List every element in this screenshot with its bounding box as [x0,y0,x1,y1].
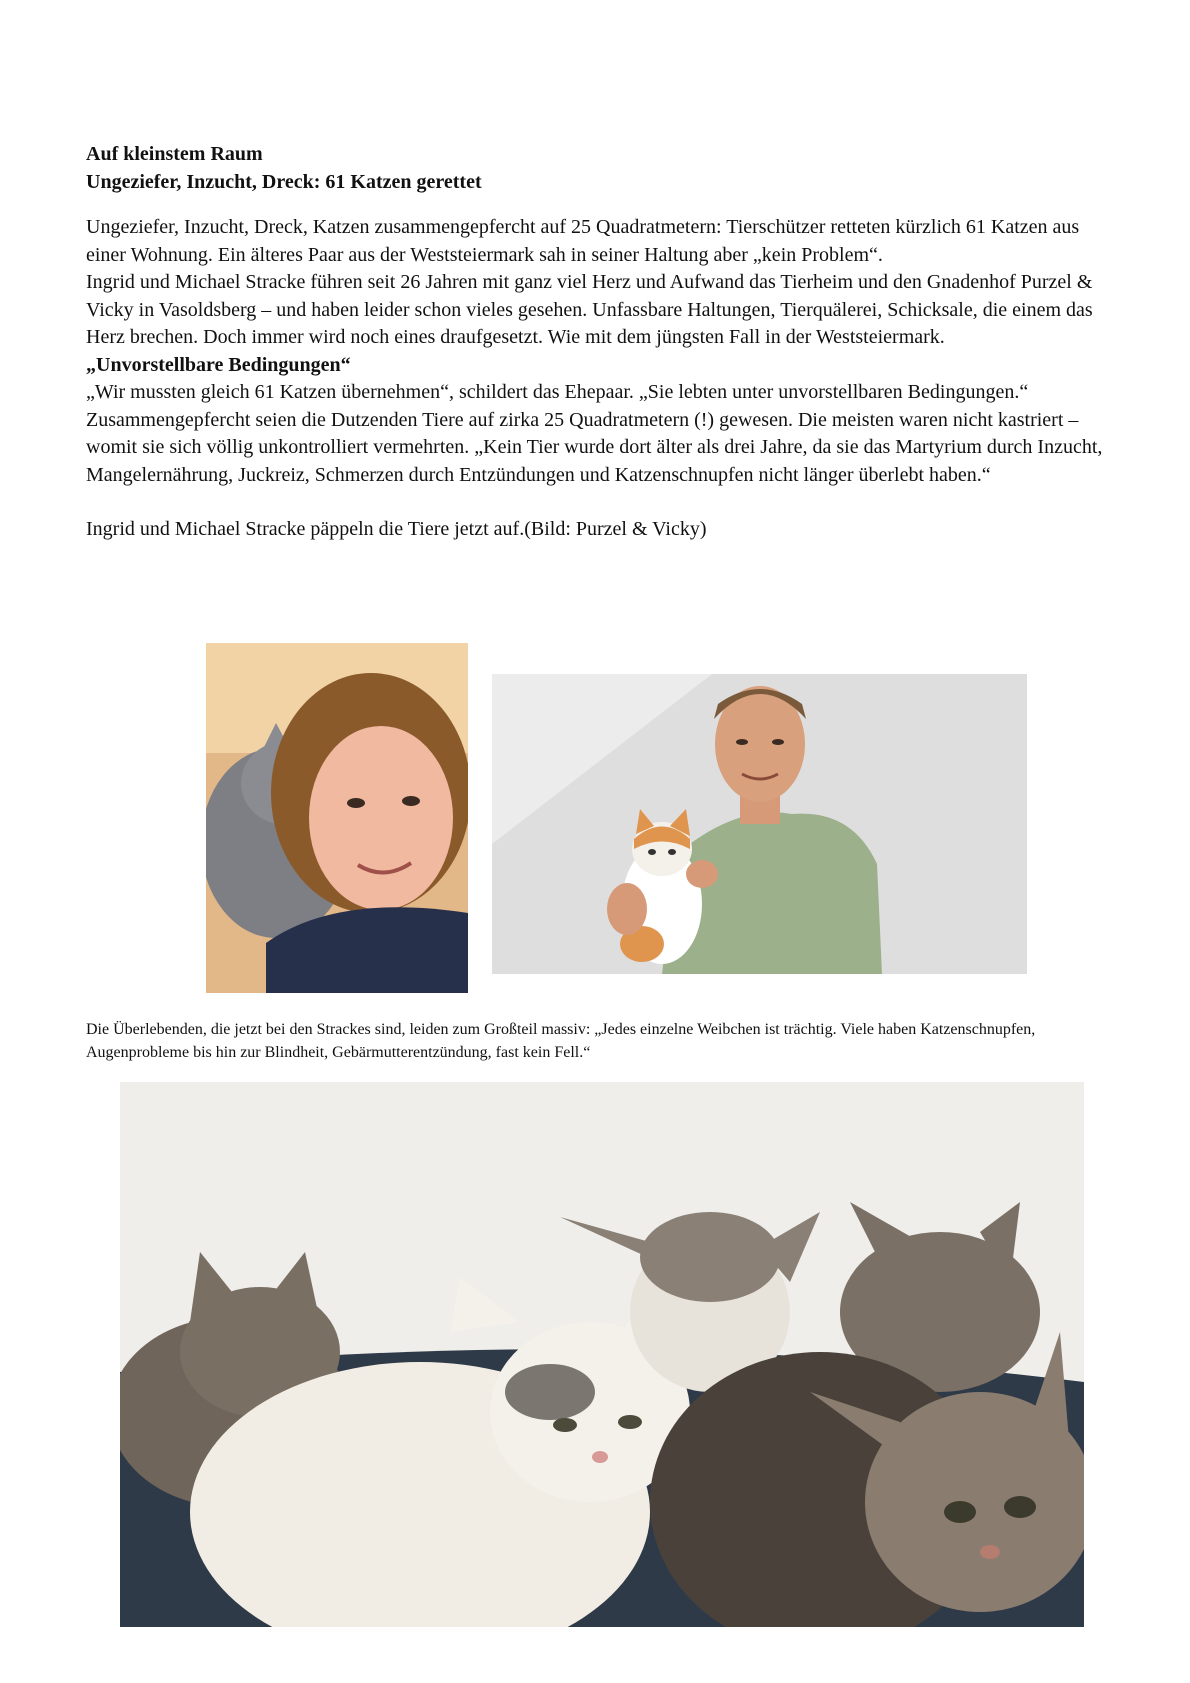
photo-woman-with-cat [206,643,468,993]
photo-man-with-kitten [492,674,1027,974]
article-lead: Ungeziefer, Inzucht, Dreck, Katzen zusammengepfercht auf 25 Quadratmetern: Tierschützer retteten kürzlich 61 Katzen aus einer Wohnung. Ein älteres Paar aus der Weststeiermark sah in seiner Haltung aber „kein Problem“. [86,216,1080,266]
article-kicker: Auf kleinstem Raum [86,143,263,165]
article-headline: Ungeziefer, Inzucht, Dreck: 61 Katzen gerettet [86,171,482,193]
article-subheading: „Unvorstellbare Bedingungen“ [86,353,351,376]
article [86,140,1116,544]
photo-kittens-group [120,1082,1084,1627]
caption-block [86,1018,1116,1064]
spacer [86,489,1116,516]
article-paragraph-2: „Wir mussten gleich 61 Katzen übernehmen“, schildert das Ehepaar. „Sie lebten unter unvorstellbaren Bedingungen.“ Zusammengepfercht seien die Dutzenden Tiere auf zirka 25 Quadratmetern (!) gewesen. Die meisten waren nicht kastriert – womit sie sich völlig unkontrolliert vermehrten. „Kein Tier wurde dort älter als drei Jahre, da sie das Martyrium durch Inzucht, Mangelernährung, Juckreiz, Schmerzen durch Entzündungen und Katzenschnupfen nicht länger überlebt haben.“ [86,381,1103,486]
article-paragraph-1: Ingrid und Michael Stracke führen seit 26 Jahren mit ganz viel Herz und Aufwand das Tierheim und den Gnadenhof Purzel & Vicky in Vasoldsberg – und haben leider schon vieles gesehen. Unfassbare Haltungen, Tierquälerei, Schicksale, die einem das Herz brechen. Doch immer wird noch eines draufgesetzt. Wie mit dem jüngsten Fall in der Weststeiermark. [86,271,1093,348]
photo-caption-1: Ingrid und Michael Stracke päppeln die Tiere jetzt auf.(Bild: Purzel & Vicky) [86,518,707,540]
photo-caption-2: Die Überlebenden, die jetzt bei den Strackes sind, leiden zum Großteil massiv: „Jedes einzelne Weibchen ist trächtig. Viele haben Katzenschnupfen, Augenprobleme bis hin zur Blindheit, Gebärmutterentzündung, fast kein Fell.“ [86,1021,1036,1061]
